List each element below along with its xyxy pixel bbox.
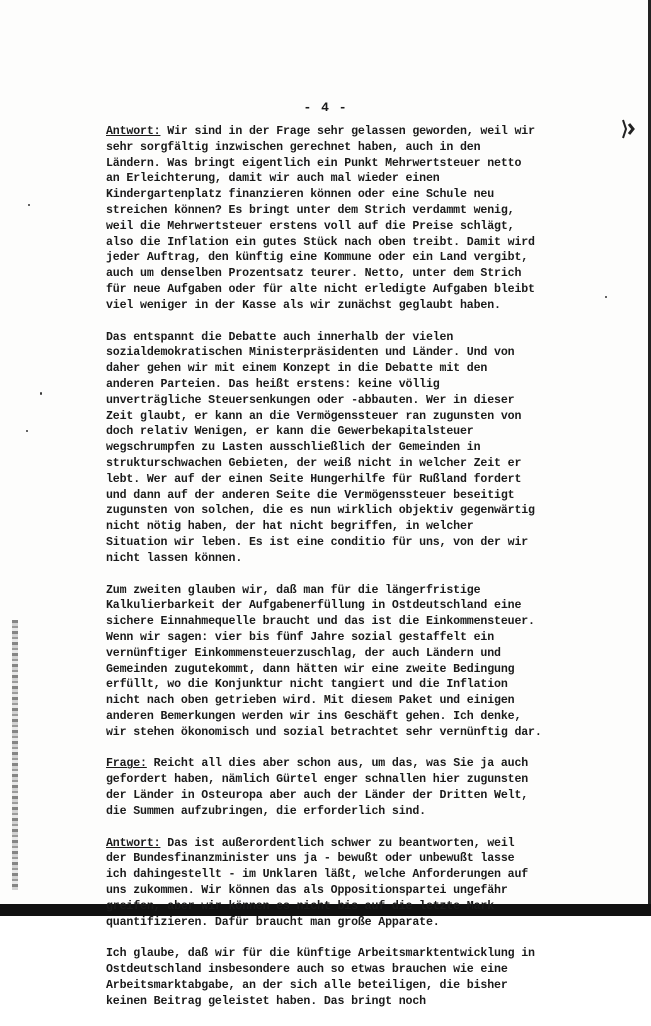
text-line [106,235,596,251]
scan-stripe-left [12,620,18,890]
text-line [106,772,596,788]
text-line [106,424,596,440]
text-line [106,488,596,504]
line-text: daher gehen wir mit einem Konzept in die Debatte mit den [106,362,488,376]
text-line [106,187,596,203]
line-text: uns zukommen. Wir können das als Oppositionspartei ungefähr [106,884,508,898]
line-text: keinen Beitrag geleistet haben. Das bringt noch [106,994,426,1008]
line-text: Wir sind in der Frage sehr gelassen geworden, weil wir [160,125,535,138]
line-text: vernünftiger Einkommensteuerzuschlag, der auch Ländern und [106,646,501,660]
speaker-label: Antwort: [106,125,161,138]
line-text: wegschrumpfen zu Lasten ausschließlich der Gemeinden in [106,441,481,455]
text-line [106,409,596,425]
line-text: auch um denselben Prozentsatz teurer. Netto, unter dem Strich [106,267,522,281]
text-line [106,330,596,346]
scan-speck [28,204,30,206]
line-text: für neue Aufgaben oder für alte nicht erledigte Aufgaben bleibt [106,282,535,296]
line-text: erfüllt, wo die Konjunktur nicht tangiert und die Inflation [106,678,508,692]
line-text: Wenn wir sagen: vier bis fünf Jahre sozial gestaffelt ein [106,630,495,644]
line-text: nicht nötig haben, der hat nicht begriffen, in welcher [106,520,474,534]
paragraph [106,583,596,741]
text-line [106,266,596,282]
paragraph [106,836,596,931]
line-text: jeder Auftrag, den künftig eine Kommune oder ein Land vergibt, [106,251,529,265]
text-line [106,883,596,899]
line-text: Zum zweiten glauben wir, daß man für die längerfristige [106,583,481,597]
text-line [106,994,596,1010]
text-line [106,804,596,820]
line-text: sozialdemokratischen Ministerpräsidenten und Länder. Und von [106,346,515,360]
line-text: der Länder in Osteuropa aber auch der Länder der Dritten Welt, [106,789,529,803]
text-line [106,851,596,867]
text-line [106,361,596,377]
text-line [106,946,596,962]
text-line [106,503,596,519]
line-text: und dann auf der anderen Seite die Vermögenssteuer beseitigt [106,488,515,502]
line-text: gefordert haben, nämlich Gürtel enger schnallen hier zugunsten [106,773,529,787]
speaker-label: Antwort: [106,836,161,850]
text-line [106,693,596,709]
line-text: Situation wir leben. Es ist eine conditio für uns, von der wir [106,535,529,549]
text-line [106,756,596,772]
text-line [106,551,596,567]
text-line [106,535,596,551]
text-line [106,646,596,662]
line-text: doch relativ Wenigen, er kann die Gewerbekapitalsteuer [106,425,474,439]
line-text: sehr sorgfältig inzwischen gerechnet haben, auch in den [106,140,481,154]
text-line [106,598,596,614]
text-line [106,583,596,599]
text-line [106,899,596,915]
scan-speck [605,296,607,298]
line-text: nicht lassen können. [106,551,243,565]
text-line [106,662,596,678]
text-line [106,614,596,630]
paragraph [106,124,596,314]
paragraph [106,946,596,1009]
text-line [106,978,596,994]
line-text: Reicht all dies aber schon aus, um das, was Sie ja auch [146,757,529,771]
text-line [106,630,596,646]
margin-mark-icon [620,118,636,140]
line-text: wir stehen ökonomisch und sozial betrachtet sehr vernünftig dar. [106,725,542,739]
line-text: an Erleichterung, damit wir auch mal wieder einen [106,172,440,186]
text-line [106,219,596,235]
text-line [106,456,596,472]
text-line [106,250,596,266]
line-text: Ich glaube, daß wir für die künftige Arbeitsmarktentwicklung in [106,947,535,961]
line-text: Kindergartenplatz finanzieren können oder eine Schule neu [106,188,495,202]
line-text: streichen können? Es bringt unter dem Strich verdammt wenig, [106,203,515,217]
text-line [106,298,596,314]
text-line [106,171,596,187]
text-line [106,725,596,741]
text-line [106,867,596,883]
paragraph [106,756,596,819]
text-line [106,519,596,535]
text-line [106,836,596,852]
line-text: Zeit glaubt, er kann an die Vermögenssteuer ran zugunsten von [106,409,522,423]
text-line [106,915,596,931]
text-line [106,788,596,804]
line-text: strukturschwachen Gebieten, der weiß nicht in welcher Zeit er [106,456,522,470]
text-line [106,677,596,693]
line-text: Ländern. Was bringt eigentlich ein Punkt Mehrwertsteuer netto [106,156,522,170]
text-line [106,472,596,488]
text-line [106,393,596,409]
scan-speck [40,392,42,395]
paragraph [106,330,596,567]
scan-speck [26,430,28,432]
line-text: Gemeinden zugutekommt, dann hätten wir eine zweite Bedingung [106,662,515,676]
text-line [106,124,596,140]
line-text: Kalkulierbarkeit der Aufgabenerfüllung in Ostdeutschland eine [106,599,522,613]
line-text: unverträgliche Steuersenkungen oder -abbauten. Wer in dieser [106,393,515,407]
line-text: viel weniger in der Kasse als wir zunächst geglaubt haben. [106,298,501,312]
text-line [106,962,596,978]
line-text: Ostdeutschland insbesondere auch so etwas brauchen wie eine [106,963,508,977]
text-line [106,345,596,361]
line-text: also die Inflation ein gutes Stück nach oben treibt. Damit wird [106,235,535,249]
text-line [106,140,596,156]
page-number: - 4 - [303,100,348,115]
text-line [106,440,596,456]
line-text: Das entspannt die Debatte auch innerhalb der vielen [106,330,454,344]
speaker-label: Frage: [106,757,147,771]
text-line [106,282,596,298]
line-text: Das ist außerordentlich schwer zu beantworten, weil [160,836,515,850]
line-text: greifen, aber wir können es nicht bis auf die letzte Mark [106,899,495,913]
text-line [106,377,596,393]
text-line [106,709,596,725]
line-text: anderen Bemerkungen werden wir ins Geschäft gehen. Ich denke, [106,709,522,723]
line-text: Arbeitsmarktabgabe, an der sich alle beteiligen, die bisher [106,979,508,993]
line-text: lebt. Wer auf der einen Seite Hungerhilfe für Rußland fordert [106,472,522,486]
line-text: zugunsten von solchen, die es nun wirklich objektiv gegenwärtig [106,504,535,518]
line-text: weil die Mehrwertsteuer erstens voll auf die Preise schlägt, [106,219,515,233]
line-text: der Bundesfinanzminister uns ja - bewußt oder unbewußt lasse [106,852,515,866]
text-line [106,156,596,172]
line-text: quantifizieren. Dafür braucht man große Apparate. [106,915,440,929]
line-text: anderen Parteien. Das heißt erstens: keine völlig [106,377,440,391]
line-text: sichere Einnahmequelle braucht und das ist die Einkommensteuer. [106,615,535,629]
line-text: ich dahingestellt - im Unklaren läßt, welche Anforderungen auf [106,868,529,882]
document-body [106,124,596,1026]
text-line [106,203,596,219]
line-text: die Summen aufzubringen, die erforderlich sind. [106,804,426,818]
line-text: nicht nach oben getrieben wird. Mit diesem Paket und einigen [106,694,515,708]
